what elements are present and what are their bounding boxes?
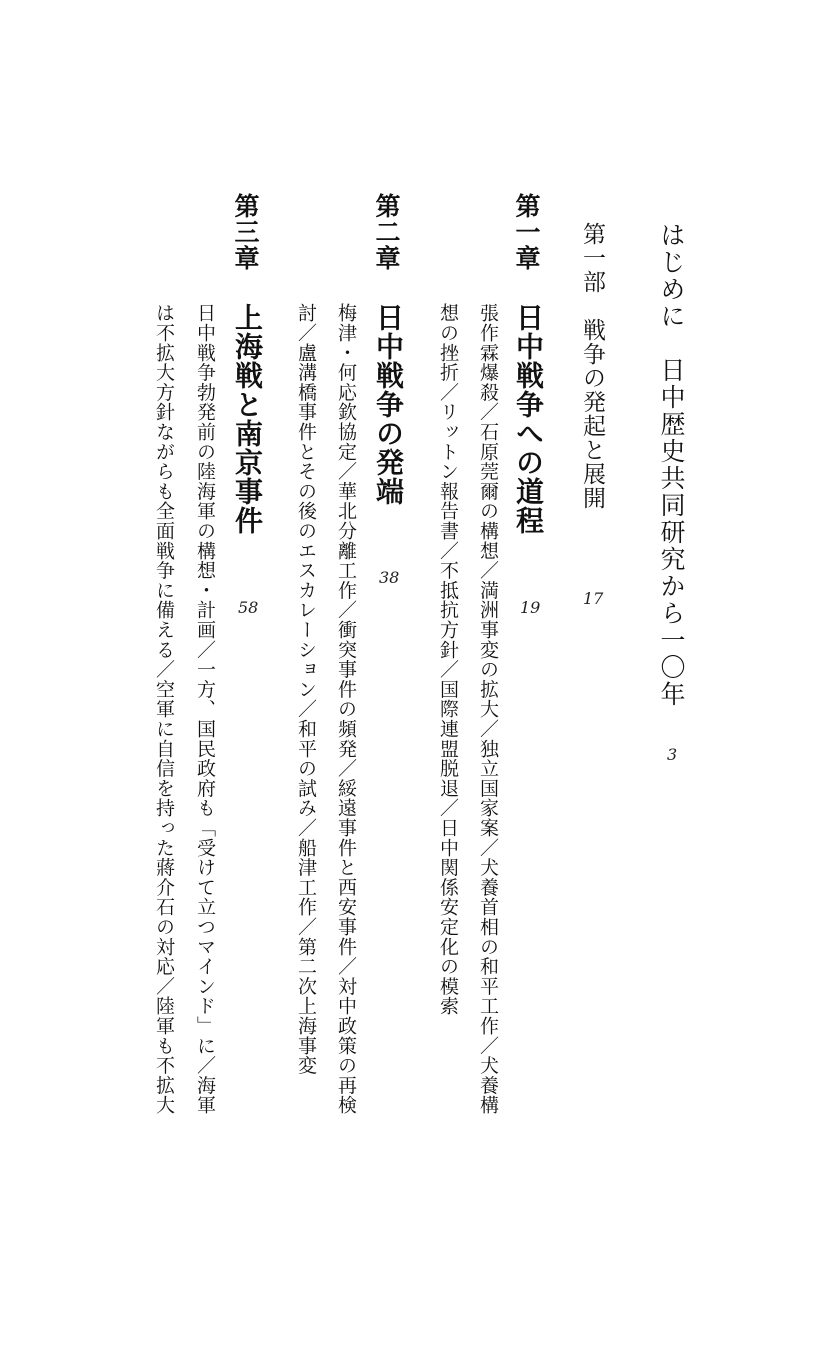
chapter3-summary-line-2: は不拡大方針ながらも全面戦争に備える／空軍に自信を持った蔣介石の対応／陸軍も不拡大 (153, 303, 175, 1115)
chapter3-title: 上海戦と南京事件 (231, 303, 264, 535)
chapter1-label: 第一章 (512, 193, 541, 271)
part1-title: 第一部 戦争の発起と展開 (579, 222, 605, 510)
chapter2-summary-line-1: 梅津・何応欽協定／華北分離工作／衝突事件の頻発／綏遠事件と西安事件／対中政策の再検 (335, 303, 357, 1115)
chapter1-summary-line-2: 想の挫折／リットン報告書／不抵抗方針／国際連盟脱退／日中関係安定化の模索 (437, 303, 459, 1016)
chapter2-summary-line-2: 討／盧溝橋事件とその後のエスカレーション／和平の試み／船津工作／第二次上海事変 (295, 303, 317, 1076)
part1-page-number: 17 (583, 589, 604, 608)
chapter2-title: 日中戦争の発端 (372, 303, 405, 506)
chapter1-title: 日中戦争への道程 (512, 303, 545, 535)
intro-page-number: 3 (667, 745, 678, 764)
intro-title: はじめに 日中歴史共同研究から一〇年 (657, 222, 686, 708)
chapter1-summary-line-1: 張作霖爆殺／石原莞爾の構想／満洲事変の拡大／独立国家案／犬養首相の和平工作／犬養構 (477, 303, 499, 1115)
chapter3-label: 第三章 (231, 193, 260, 271)
chapter1-page-number: 19 (520, 598, 541, 617)
chapter2-page-number: 38 (379, 568, 400, 587)
chapter3-page-number: 58 (238, 598, 259, 617)
chapter3-summary-line-1: 日中戦争勃発前の陸海軍の構想・計画／一方、国民政府も「受けて立つマインド」に／海軍 (194, 303, 216, 1115)
chapter2-label: 第二章 (372, 193, 401, 271)
